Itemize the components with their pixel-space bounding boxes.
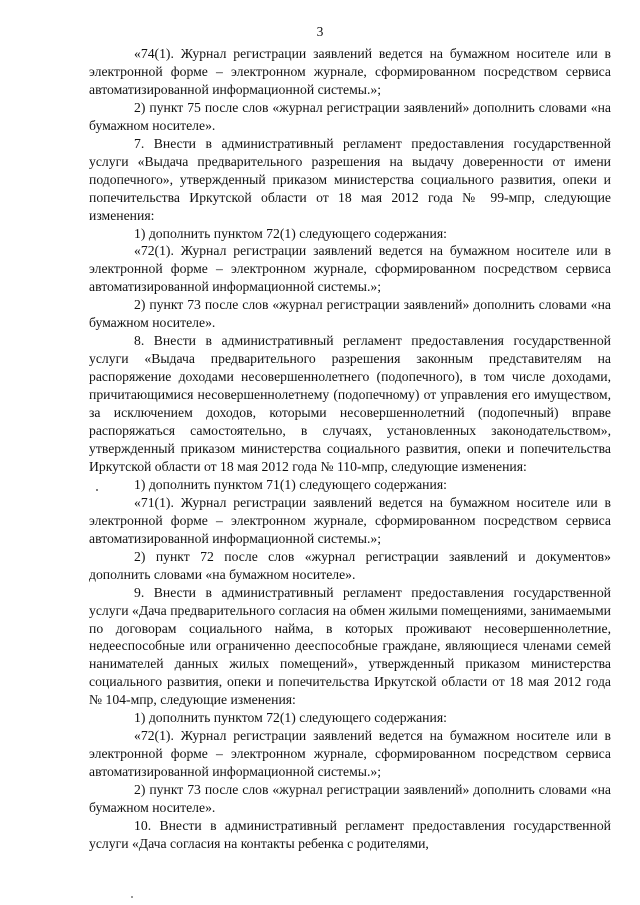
document-body [89,45,611,853]
paragraph-item-1-point-72-1-second: 1) дополнить пунктом 72(1) следующего содержания: [134,710,447,726]
paragraph-section-9: 9. Внести в административный регламент предоставления государственной услуги «Дача предварительного согласия на обмен жилыми помещениями, занимаемыми по договорам социального найма, в которых проживают несовершеннолетние, недееспособные или ограниченно дееспособные граждане, являющиеся членами семей нанимателей данных жилых помещений», утвержденный приказом министерства социального развития, опеки и попечительства Иркутской области от 18 мая 2012 года № 104-мпр, следующие изменения: [89,584,611,708]
paragraph-quote-74-1: «74(1). Журнал регистрации заявлений ведется на бумажном носителе или в электронной форме – электронном журнале, сформированном посредством сервиса автоматизированной информационной системы.»; [89,46,611,97]
paragraph-quote-71-1: «71(1). Журнал регистрации заявлений ведется на бумажном носителе или в электронной форме – электронном журнале, сформированном посредством сервиса автоматизированной информационной системы.»; [89,494,611,546]
page-number: 3 [316,24,324,39]
paragraph-item-1-point-72-1: 1) дополнить пунктом 72(1) следующего содержания: [134,225,447,241]
scan-speck [96,489,98,491]
paragraph-section-8: 8. Внести в административный регламент предоставления государственной услуги «Выдача предварительного разрешения законным представителям на распоряжение доходами несовершеннолетнего (подопечного), в том числе доходами, причитающимися несовершеннолетнему (подопечному) от управления его имуществом, за исключением доходов, которыми несовершеннолетний (подопечный) вправе распоряжаться самостоятельно, в случаях, установленных законодательством», утвержденный приказом министерства социального развития, опеки и попечительства Иркутской области от 18 мая 2012 года № 110-мпр, следующие изменения: [89,333,611,474]
paragraph-item-2-point-73: 2) пункт 73 после слов «журнал регистрации заявлений» дополнить словами «на бумажном носителе». [89,297,611,331]
paragraph-quote-72-1-second: «72(1). Журнал регистрации заявлений ведется на бумажном носителе или в электронной форме – электронном журнале, сформированном посредством сервиса автоматизированной информационной системы.»; [89,728,611,780]
paragraph-item-2-point-73-second: 2) пункт 73 после слов «журнал регистрации заявлений» дополнить словами «на бумажном носителе». [89,782,611,816]
paragraph-item-1-point-71-1: 1) дополнить пунктом 71(1) следующего содержания: [134,476,447,492]
paragraph-section-10: 10. Внести в административный регламент предоставления государственной услуги «Дача согласия на контакты ребенка с родителями, [89,817,611,851]
paragraph-section-7: 7. Внести в административный регламент предоставления государственной услуги «Выдача предварительного разрешения на выдачу доверенности от имени подопечного», утвержденный приказом министерства социального развития, опеки и попечительства Иркутской области от 18 мая 2012 года № 99-мпр, следующие изменения: [89,135,611,223]
scan-speck [131,896,133,898]
paragraph-quote-72-1: «72(1). Журнал регистрации заявлений ведется на бумажном носителе или в электронной форме – электронном журнале, сформированном посредством сервиса автоматизированной информационной системы.»; [89,243,611,295]
paragraph-item-2-point-75: 2) пункт 75 после слов «журнал регистрации заявлений» дополнить словами «на бумажном носителе». [89,99,611,133]
paragraph-item-2-point-72: 2) пункт 72 после слов «журнал регистрации заявлений и документов» дополнить словами «на бумажном носителе». [89,548,611,582]
